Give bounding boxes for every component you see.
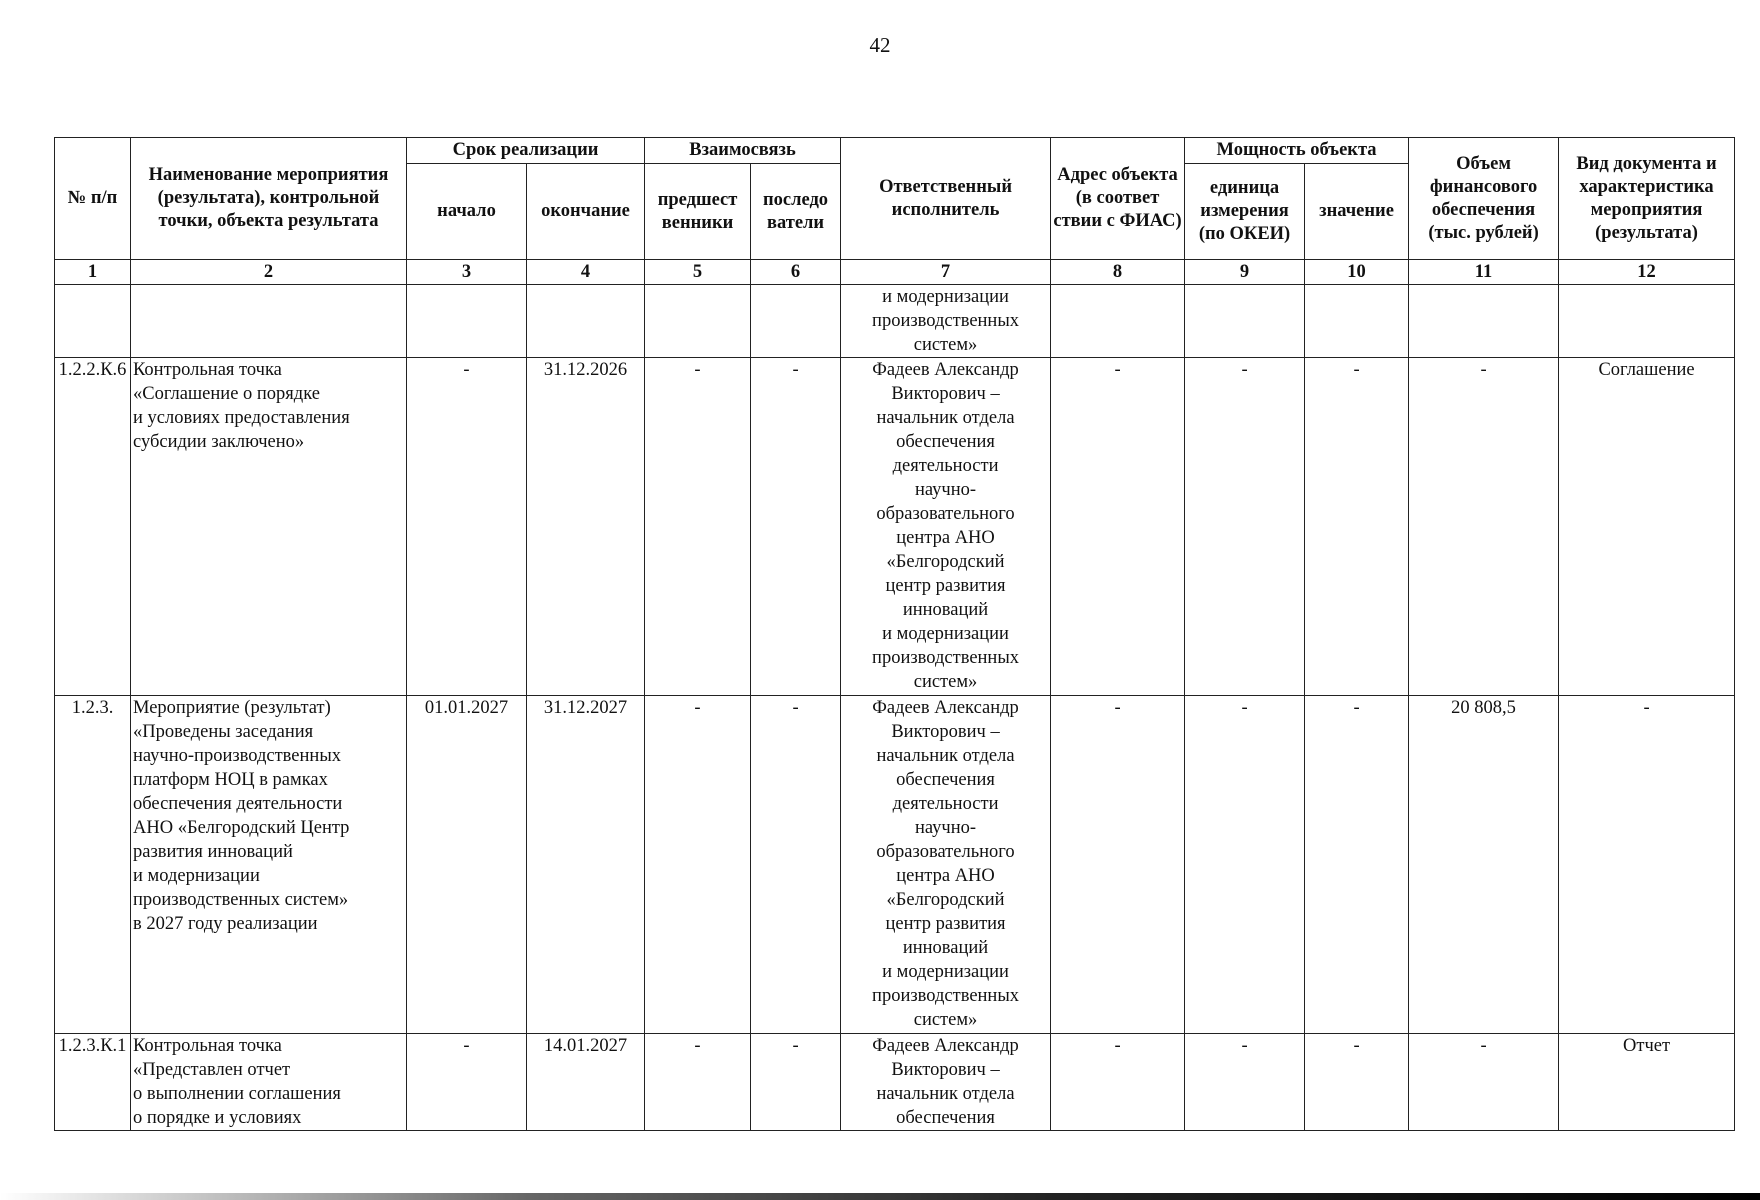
cell-successors: -: [751, 696, 841, 1034]
cell-value: -: [1305, 358, 1409, 696]
cell-unit: -: [1185, 1034, 1305, 1131]
cell-responsible: и модернизации производственных систем»: [841, 285, 1051, 358]
cell-unit: -: [1185, 358, 1305, 696]
cell-financing: [1409, 285, 1559, 358]
cell-end: 14.01.2027: [527, 1034, 645, 1131]
column-number: 5: [645, 260, 751, 285]
cell-document: -: [1559, 696, 1735, 1034]
cell-successors: -: [751, 358, 841, 696]
cell-responsible: Фадеев Александр Викторович – начальник отдела обеспечения: [841, 1034, 1051, 1131]
column-number: 7: [841, 260, 1051, 285]
scan-edge-bar: [0, 1193, 1760, 1200]
column-number: 6: [751, 260, 841, 285]
header-num: № п/п: [55, 138, 131, 260]
column-number: 11: [1409, 260, 1559, 285]
column-number: 12: [1559, 260, 1735, 285]
header-responsible: Ответственный исполнитель: [841, 138, 1051, 260]
header-address: Адрес объекта (в соответ ствии с ФИАС): [1051, 138, 1185, 260]
cell-name: [131, 285, 407, 358]
cell-address: -: [1051, 696, 1185, 1034]
column-number: 2: [131, 260, 407, 285]
header-term-group: Срок реализации: [407, 138, 645, 164]
cell-document: Отчет: [1559, 1034, 1735, 1131]
header-name: Наименование мероприятия (результата), контрольной точки, объекта результата: [131, 138, 407, 260]
cell-financing: -: [1409, 358, 1559, 696]
cell-end: 31.12.2027: [527, 696, 645, 1034]
cell-name: Контрольная точка «Представлен отчет о выполнении соглашения о порядке и условиях: [131, 1034, 407, 1131]
column-number: 4: [527, 260, 645, 285]
cell-document: [1559, 285, 1735, 358]
header-power-group: Мощность объекта: [1185, 138, 1409, 164]
cell-successors: -: [751, 1034, 841, 1131]
cell-responsible: Фадеев Александр Викторович – начальник отдела обеспечения деятельности научно- образовательного центра АНО «Белгородский центр развития инноваций и модернизации производственных систем»: [841, 358, 1051, 696]
cell-address: [1051, 285, 1185, 358]
cell-value: -: [1305, 1034, 1409, 1131]
cell-num: 1.2.3.К.1: [55, 1034, 131, 1131]
column-number: 3: [407, 260, 527, 285]
cell-num: [55, 285, 131, 358]
header-predecessors: предшест венники: [645, 164, 751, 260]
cell-value: -: [1305, 696, 1409, 1034]
cell-predecessors: -: [645, 696, 751, 1034]
column-number: 10: [1305, 260, 1409, 285]
header-document: Вид документа и характеристика мероприятия (результата): [1559, 138, 1735, 260]
cell-unit: [1185, 285, 1305, 358]
cell-name: Мероприятие (результат) «Проведены заседания научно-производственных платформ НОЦ в рамках обеспечения деятельности АНО «Белгородский Центр развития инноваций и модернизации производственных систем» в 2027 году реализации: [131, 696, 407, 1034]
cell-responsible: Фадеев Александр Викторович – начальник отдела обеспечения деятельности научно- образовательного центра АНО «Белгородский центр развития инноваций и модернизации производственных систем»: [841, 696, 1051, 1034]
cell-num: 1.2.2.К.6: [55, 358, 131, 696]
cell-address: -: [1051, 358, 1185, 696]
cell-financing: 20 808,5: [1409, 696, 1559, 1034]
cell-successors: [751, 285, 841, 358]
cell-document: Соглашение: [1559, 358, 1735, 696]
column-number: 9: [1185, 260, 1305, 285]
cell-value: [1305, 285, 1409, 358]
cell-unit: -: [1185, 696, 1305, 1034]
cell-start: [407, 285, 527, 358]
header-end: окончание: [527, 164, 645, 260]
page-number: 42: [869, 33, 891, 57]
table-row: [55, 285, 1735, 358]
header-financing: Объем финансового обеспечения (тыс. рублей): [1409, 138, 1559, 260]
column-number: 1: [55, 260, 131, 285]
cell-end: 31.12.2026: [527, 358, 645, 696]
cell-financing: -: [1409, 1034, 1559, 1131]
header-unit: единица измерения (по ОКЕИ): [1185, 164, 1305, 260]
header-start: начало: [407, 164, 527, 260]
cell-end: [527, 285, 645, 358]
table-row: [55, 358, 1735, 696]
table-row: [55, 1034, 1735, 1131]
implementation-plan-table: [54, 137, 1735, 1131]
cell-num: 1.2.3.: [55, 696, 131, 1034]
header-successors: последо ватели: [751, 164, 841, 260]
column-number: 8: [1051, 260, 1185, 285]
cell-predecessors: [645, 285, 751, 358]
cell-start: -: [407, 1034, 527, 1131]
table-row: [55, 696, 1735, 1034]
cell-predecessors: -: [645, 358, 751, 696]
cell-address: -: [1051, 1034, 1185, 1131]
cell-name: Контрольная точка «Соглашение о порядке и условиях предоставления субсидии заключено»: [131, 358, 407, 696]
cell-predecessors: -: [645, 1034, 751, 1131]
header-link-group: Взаимосвязь: [645, 138, 841, 164]
header-value: значение: [1305, 164, 1409, 260]
cell-start: -: [407, 358, 527, 696]
cell-start: 01.01.2027: [407, 696, 527, 1034]
